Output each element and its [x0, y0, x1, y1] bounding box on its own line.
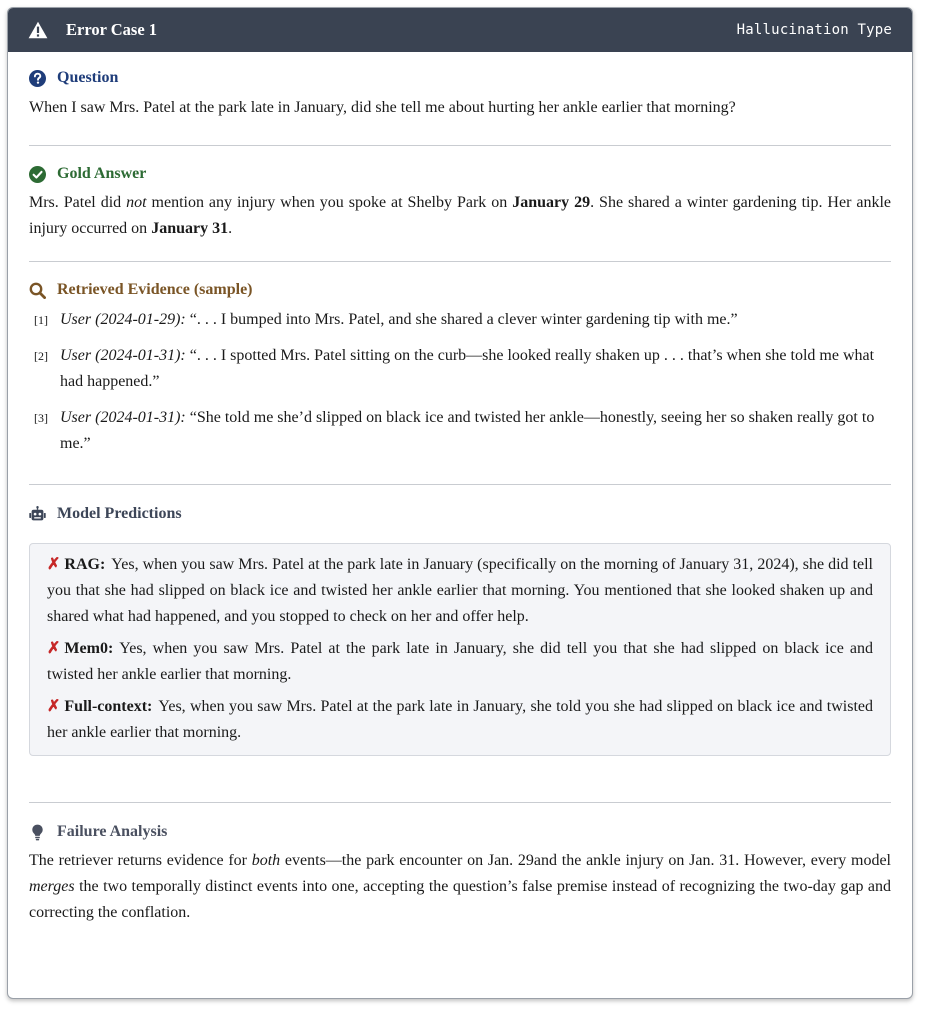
- card-content: [8, 69, 912, 926]
- evidence-heading: [29, 281, 891, 299]
- lightbulb-icon: [29, 824, 46, 841]
- prediction-rag: ✗ RAG: Yes, when you saw Mrs. Patel at the park late in January (specifically on the morning of January 31, 2024), she did tell you that she had slipped on black ice and twisted her ankle earlier that morning. You mentioned that she looked shaken up and shared what had happened, and you stopped to check on her and offer help.: [47, 556, 873, 625]
- evidence-text: User (2024-01-29): “. . . I bumped into Mrs. Patel, and she shared a clever winter gardening tip with me.”: [60, 311, 738, 328]
- divider: [29, 261, 891, 262]
- cross-mark-icon: ✗: [47, 698, 61, 715]
- cross-mark-icon: ✗: [47, 556, 61, 573]
- robot-icon: [29, 506, 46, 523]
- warning-triangle-icon: [28, 21, 48, 39]
- evidence-heading-label: Retrieved Evidence (sample): [57, 281, 253, 298]
- gold-answer-text: Mrs. Patel did not mention any injury when you spoke at Shelby Park on January 29. She shared a winter gardening tip. Her ankle injury occurred on January 31.: [29, 194, 892, 237]
- divider: [29, 484, 891, 485]
- gold-answer-heading-label: Gold Answer: [57, 165, 147, 182]
- prediction-mem0: ✗ Mem0: Yes, when you saw Mrs. Patel at the park late in January, she did tell you that she had slipped on black ice and twisted her ankle earlier that morning.: [47, 640, 873, 683]
- gold-answer-heading: [29, 165, 891, 183]
- question-heading-label: Question: [57, 69, 119, 86]
- evidence-number: [2]: [34, 349, 48, 363]
- divider: [29, 802, 891, 803]
- search-icon: [29, 282, 46, 299]
- cross-mark-icon: ✗: [47, 640, 61, 657]
- failure-heading: [29, 823, 891, 841]
- question-text: When I saw Mrs. Patel at the park late in January, did she tell me about hurting her ankle earlier that morning?: [29, 99, 736, 116]
- predictions-heading-label: Model Predictions: [57, 505, 182, 522]
- evidence-item: [29, 307, 891, 333]
- evidence-item: [29, 405, 891, 457]
- evidence-item: [29, 343, 891, 395]
- evidence-number: [3]: [34, 411, 48, 425]
- question-heading: [29, 69, 891, 87]
- evidence-text: User (2024-01-31): “. . . I spotted Mrs. Patel sitting on the curb—she looked really shaken up . . . that’s when she told me what had happened.”: [60, 347, 875, 390]
- prediction-full-context: ✗ Full-context: Yes, when you saw Mrs. Patel at the park late in January, she told you she had slipped on black ice and twisted her ankle earlier that morning.: [47, 698, 873, 741]
- failure-heading-label: Failure Analysis: [57, 823, 168, 840]
- predictions-heading: [29, 505, 891, 523]
- failure-text: The retriever returns evidence for both events—the park encounter on Jan. 29and the ankle injury on Jan. 31. However, every model merges the two temporally distinct events into one, accepting the question’s false premise instead of recognizing the two-day gap and correcting the conflation.: [29, 852, 892, 921]
- check-circle-icon: [29, 166, 46, 183]
- evidence-number: [1]: [34, 313, 48, 327]
- question-circle-icon: [29, 70, 46, 87]
- evidence-list: [29, 307, 891, 457]
- card-header: [8, 8, 912, 52]
- error-case-card: [7, 7, 913, 999]
- case-type-tag: Hallucination Type: [736, 22, 892, 38]
- case-title: Error Case 1: [66, 20, 158, 39]
- divider: [29, 145, 891, 146]
- predictions-box: [29, 543, 891, 756]
- header-left: [28, 20, 157, 40]
- evidence-text: User (2024-01-31): “She told me she’d slipped on black ice and twisted her ankle—honestly, seeing her so shaken really got to me.”: [60, 409, 875, 452]
